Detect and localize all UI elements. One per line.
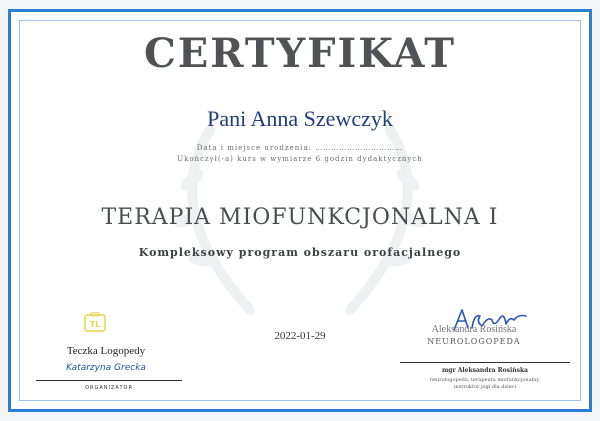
organizer-signature: Katarzyna Grecka: [66, 363, 146, 373]
signer-signature-line: [400, 362, 570, 363]
completion-line: Ukończył(-a) kurs w wymiarze 6 godzin dydaktycznych: [177, 155, 423, 163]
issue-date: 2022-01-29: [274, 330, 326, 342]
course-title: TERAPIA MIOFUNKCJONALNA I: [101, 205, 499, 230]
signer-full-name: mgr Aleksandra Rosińska: [441, 367, 529, 374]
course-subtitle: Kompleksowy program obszaru orofacjalnego: [138, 246, 462, 259]
organizer-name: Teczka Logopedy: [66, 345, 146, 357]
teczka-logopedy-logo-icon: [84, 312, 106, 332]
organizer-signature-line: [36, 380, 182, 381]
signer-description-2: instruktor jogi dla dzieci: [453, 384, 517, 390]
certificate-title: CERTYFIKAT: [143, 30, 457, 77]
birth-info-line: Data i miejsce urodzenia: ……………………………: [196, 144, 404, 152]
signer-description-1: neurologopeda, terapeuta miofunkcjonalny,: [429, 377, 541, 383]
signer-stamp-role: NEUROLOGOPEDA: [427, 337, 521, 346]
recipient-name: Pani Anna Szewczyk: [207, 106, 393, 131]
signer-stamp-name: Aleksandra Rosińska: [431, 324, 517, 335]
logo-letters: TL: [89, 320, 101, 329]
organizer-label: ORGANIZATOR: [85, 385, 133, 391]
